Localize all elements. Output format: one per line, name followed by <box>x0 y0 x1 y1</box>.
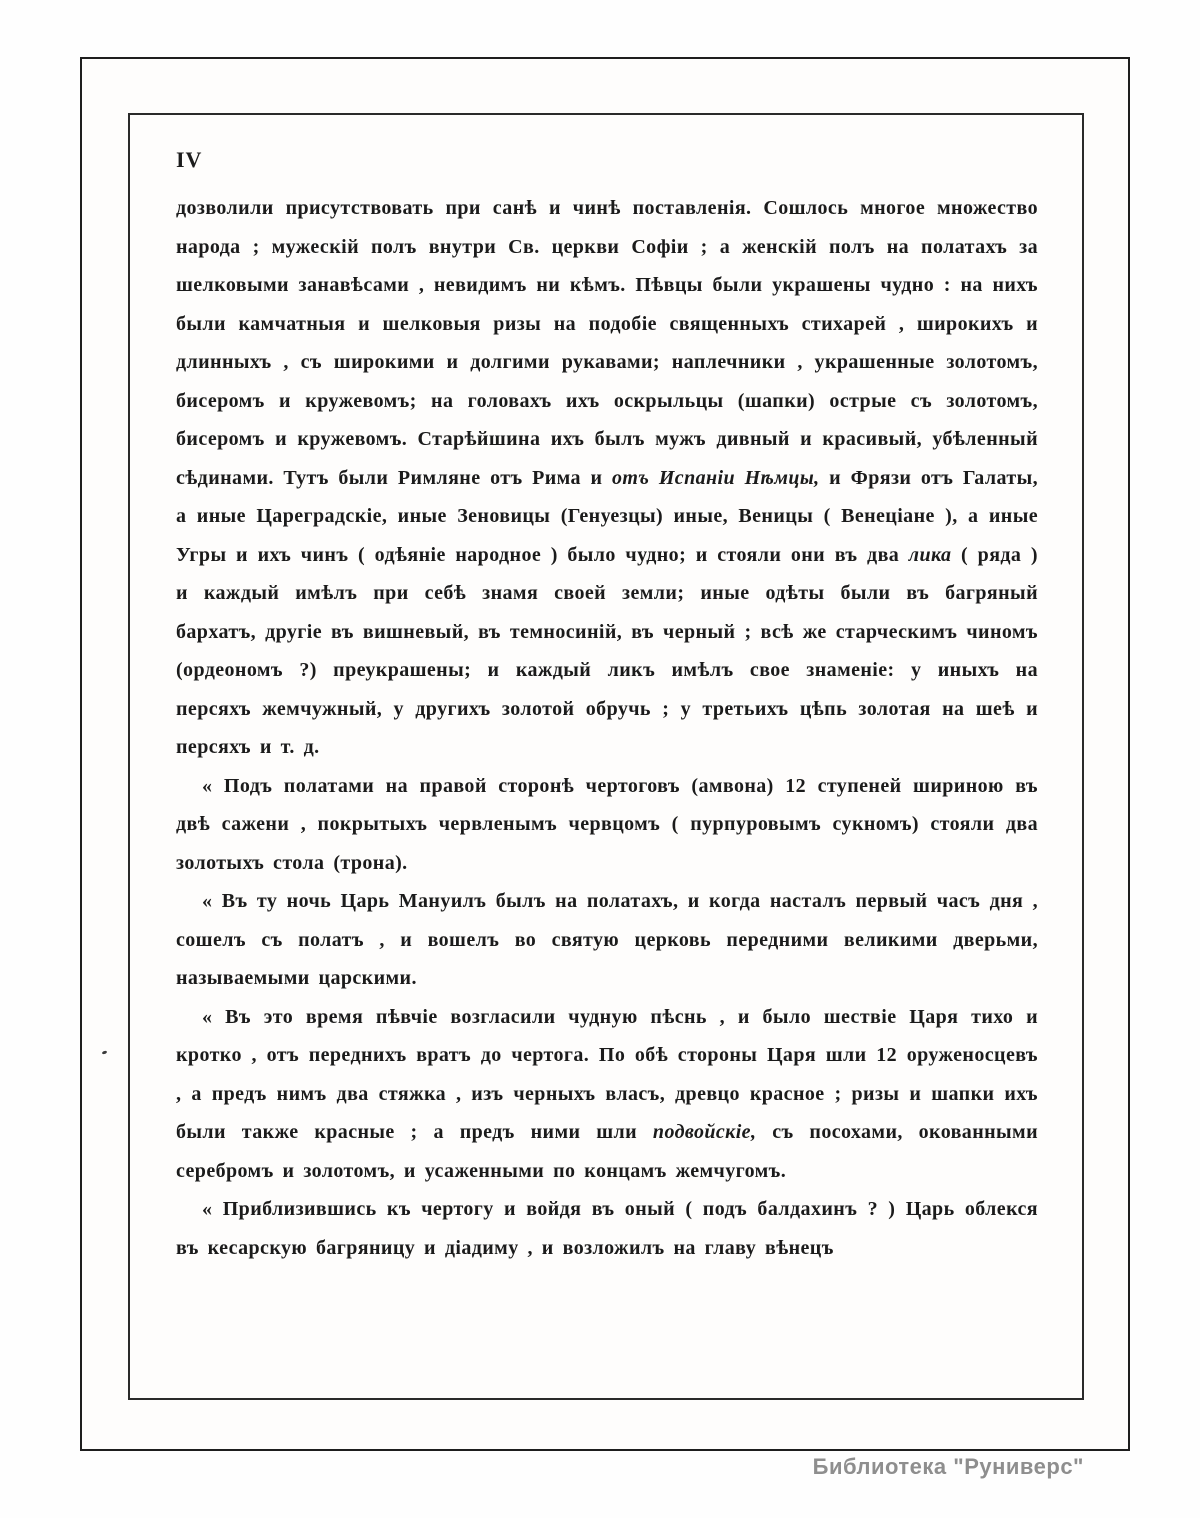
text-segment: ( ряда ) и каждый имѣлъ при себѣ знамя своей земли; иные одѣты были въ багряный бархатъ, другіе въ вишневый, въ темносиній, въ черный ; всѣ же старческимъ чиномъ (ордеономъ ?) преукрашены; и каждый ликъ имѣлъ свое знаменіе: у иныхъ на персяхъ жемчужный, у другихъ золотой обручь ; у третьихъ цѣпь золотая на шеѣ и персяхъ и т. д. <box>176 543 1038 758</box>
page-content <box>176 147 1038 1267</box>
text-segment: « Въ это время пѣвчіе возгласили чудную пѣснь , и было шествіе Царя тихо и кротко , отъ переднихъ вратъ до чертога. По обѣ стороны Царя шли 12 оруженосцевъ , а предъ нимъ два стяжка , изъ черныхъ власъ, древцо красное ; ризы и шапки ихъ были также красные ; а предъ ними шли <box>176 1005 1038 1143</box>
text-segment: « Подъ полатами на правой сторонѣ чертоговъ (амвона) 12 ступеней шириною въ двѣ сажени , покрытыхъ червленымъ червцомъ ( пурпуровымъ сукномъ) стояли два золотыхъ стола (трона). <box>176 774 1038 874</box>
text-segment: « Приблизившись къ чертогу и войдя въ оный ( подъ балдахинъ ? ) Царь облекся въ кесарскую багряницу и діадиму , и возложилъ на главу вѣнецъ <box>176 1198 1038 1259</box>
watermark: Библиотека "Руниверс" <box>812 1454 1084 1479</box>
page-number: IV <box>176 147 203 172</box>
page-inner-border <box>128 113 1084 1400</box>
paragraph <box>176 998 1038 1191</box>
text-segment: съ посохами, окованными серебромъ и золотомъ, и усаженными по концамъ жемчугомъ. <box>176 1121 1038 1182</box>
paragraph <box>176 1190 1038 1267</box>
paragraph <box>176 767 1038 883</box>
text-segment: и Фрязи отъ Галаты, а иные Цареградскіе, иные Зеновицы (Генуезцы) иные, Веницы ( Венеціане ), а иные Угры и ихъ чинъ ( одѣяніе народное ) было чудно; и стояли они въ два <box>176 466 1038 566</box>
paragraph <box>176 882 1038 998</box>
italic-text-segment: отъ Испаніи Нѣмцы, <box>611 466 820 489</box>
italic-text-segment: подвойскіе, <box>652 1121 757 1143</box>
page-outer-border <box>80 57 1130 1451</box>
body-text <box>176 189 1038 1267</box>
paragraph <box>176 189 1038 767</box>
text-segment: дозволили присутствовать при санѣ и чинѣ поставленія. Сошлось многое множество народа ; мужескій полъ внутри Св. церкви Софіи ; а женскій полъ на полатахъ за шелковыми занавѣсами , невидимъ ни кѣмъ. Пѣвцы были украшены чудно : на нихъ были камчатныя и шелковыя ризы на подобіе священныхъ стихарей , широкихъ и длинныхъ , съ широкими и долгими рукавами; наплечники , украшенные золотомъ, бисеромъ и кружевомъ; на головахъ ихъ оскрыльцы (шапки) острые съ золотомъ, бисеромъ и кружевомъ. Старѣйшина ихъ былъ мужъ дивный и красивый, убѣленный сѣдинами. Тутъ были Римляне отъ Рима и <box>176 197 1038 489</box>
text-segment: « Въ ту ночь Царь Мануилъ былъ на полатахъ, и когда насталъ первый часъ дня , сошелъ съ полатъ , и вошелъ во святую церковь передними великими дверьми, называемыми царскими. <box>176 890 1038 989</box>
italic-text-segment: лика <box>908 543 952 566</box>
